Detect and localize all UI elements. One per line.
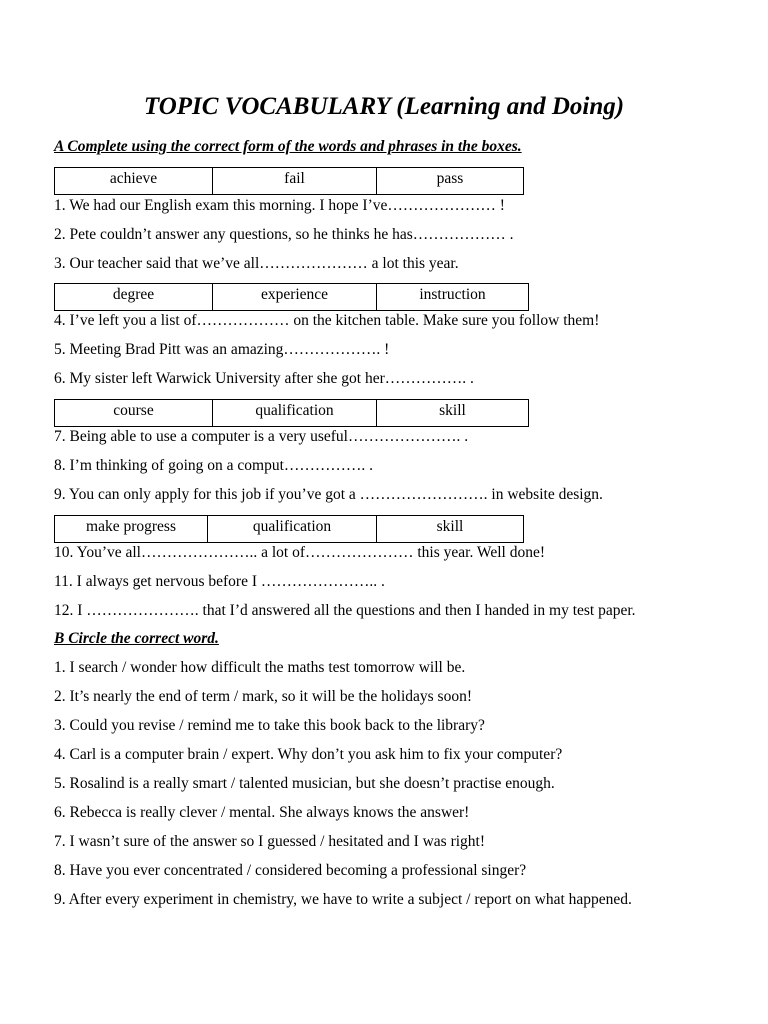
circle-sentence: 1. I search / wonder how difficult the maths test tomorrow will be. [54, 659, 466, 676]
circle-sentence: 5. Rosalind is a really smart / talented musician, but she doesn’t practise enough. [54, 775, 555, 792]
exercise-sentence: 5. Meeting Brad Pitt was an amazing………………. ! [54, 341, 390, 358]
exercise-sentence: 9. You can only apply for this job if you’ve got a ……………………. in website design. [54, 486, 603, 503]
exercise-sentence: 4. I’ve left you a list of……………… on the kitchen table. Make sure you follow them! [54, 312, 600, 329]
word-box-cell: achieve [55, 168, 213, 194]
word-box-cell: qualification [208, 516, 377, 542]
section-a-heading: A Complete using the correct form of the words and phrases in the boxes. [54, 138, 522, 155]
word-box-cell: qualification [213, 400, 377, 426]
exercise-sentence: 7. Being able to use a computer is a very useful…………………. . [54, 428, 469, 445]
word-box [54, 283, 529, 311]
exercise-sentence: 10. You’ve all………………….. a lot of………………… this year. Well done! [54, 544, 545, 561]
exercise-sentence: 3. Our teacher said that we’ve all………………… a lot this year. [54, 255, 459, 272]
word-box-cell: fail [213, 168, 377, 194]
circle-sentence: 9. After every experiment in chemistry, we have to write a subject / report on what happened. [54, 891, 632, 908]
page-title: TOPIC VOCABULARY (Learning and Doing) [143, 93, 625, 120]
word-box-cell: degree [55, 284, 213, 310]
word-box-cell: pass [436, 170, 464, 187]
exercise-sentence: 11. I always get nervous before I ………………….. . [54, 573, 385, 590]
circle-sentence: 6. Rebecca is really clever / mental. She always knows the answer! [54, 804, 470, 821]
word-box [54, 167, 524, 195]
exercise-sentence: 12. I …………………. that I’d answered all the questions and then I handed in my test paper. [54, 602, 636, 619]
word-box-cell: skill [439, 402, 466, 419]
circle-sentence: 2. It’s nearly the end of term / mark, so it will be the holidays soon! [54, 688, 472, 705]
circle-sentence: 8. Have you ever concentrated / considered becoming a professional singer? [54, 862, 527, 879]
circle-sentence: 4. Carl is a computer brain / expert. Why don’t you ask him to fix your computer? [54, 746, 563, 763]
section-b-heading: B Circle the correct word. [54, 630, 219, 647]
exercise-sentence: 6. My sister left Warwick University after she got her……………. . [54, 370, 474, 387]
circle-sentence: 7. I wasn’t sure of the answer so I guessed / hesitated and I was right! [54, 833, 486, 850]
word-box-cell: instruction [419, 286, 486, 303]
word-box-cell: experience [213, 284, 377, 310]
word-box [54, 515, 524, 543]
exercise-sentence: 1. We had our English exam this morning. I hope I’ve………………… ! [54, 197, 505, 214]
exercise-sentence: 2. Pete couldn’t answer any questions, so he thinks he has……………… . [54, 226, 514, 243]
word-box-cell: make progress [55, 516, 208, 542]
word-box-cell: course [55, 400, 213, 426]
exercise-sentence: 8. I’m thinking of going on a comput……………. . [54, 457, 374, 474]
word-box-cell: skill [436, 518, 464, 535]
word-box [54, 399, 529, 427]
circle-sentence: 3. Could you revise / remind me to take this book back to the library? [54, 717, 485, 734]
